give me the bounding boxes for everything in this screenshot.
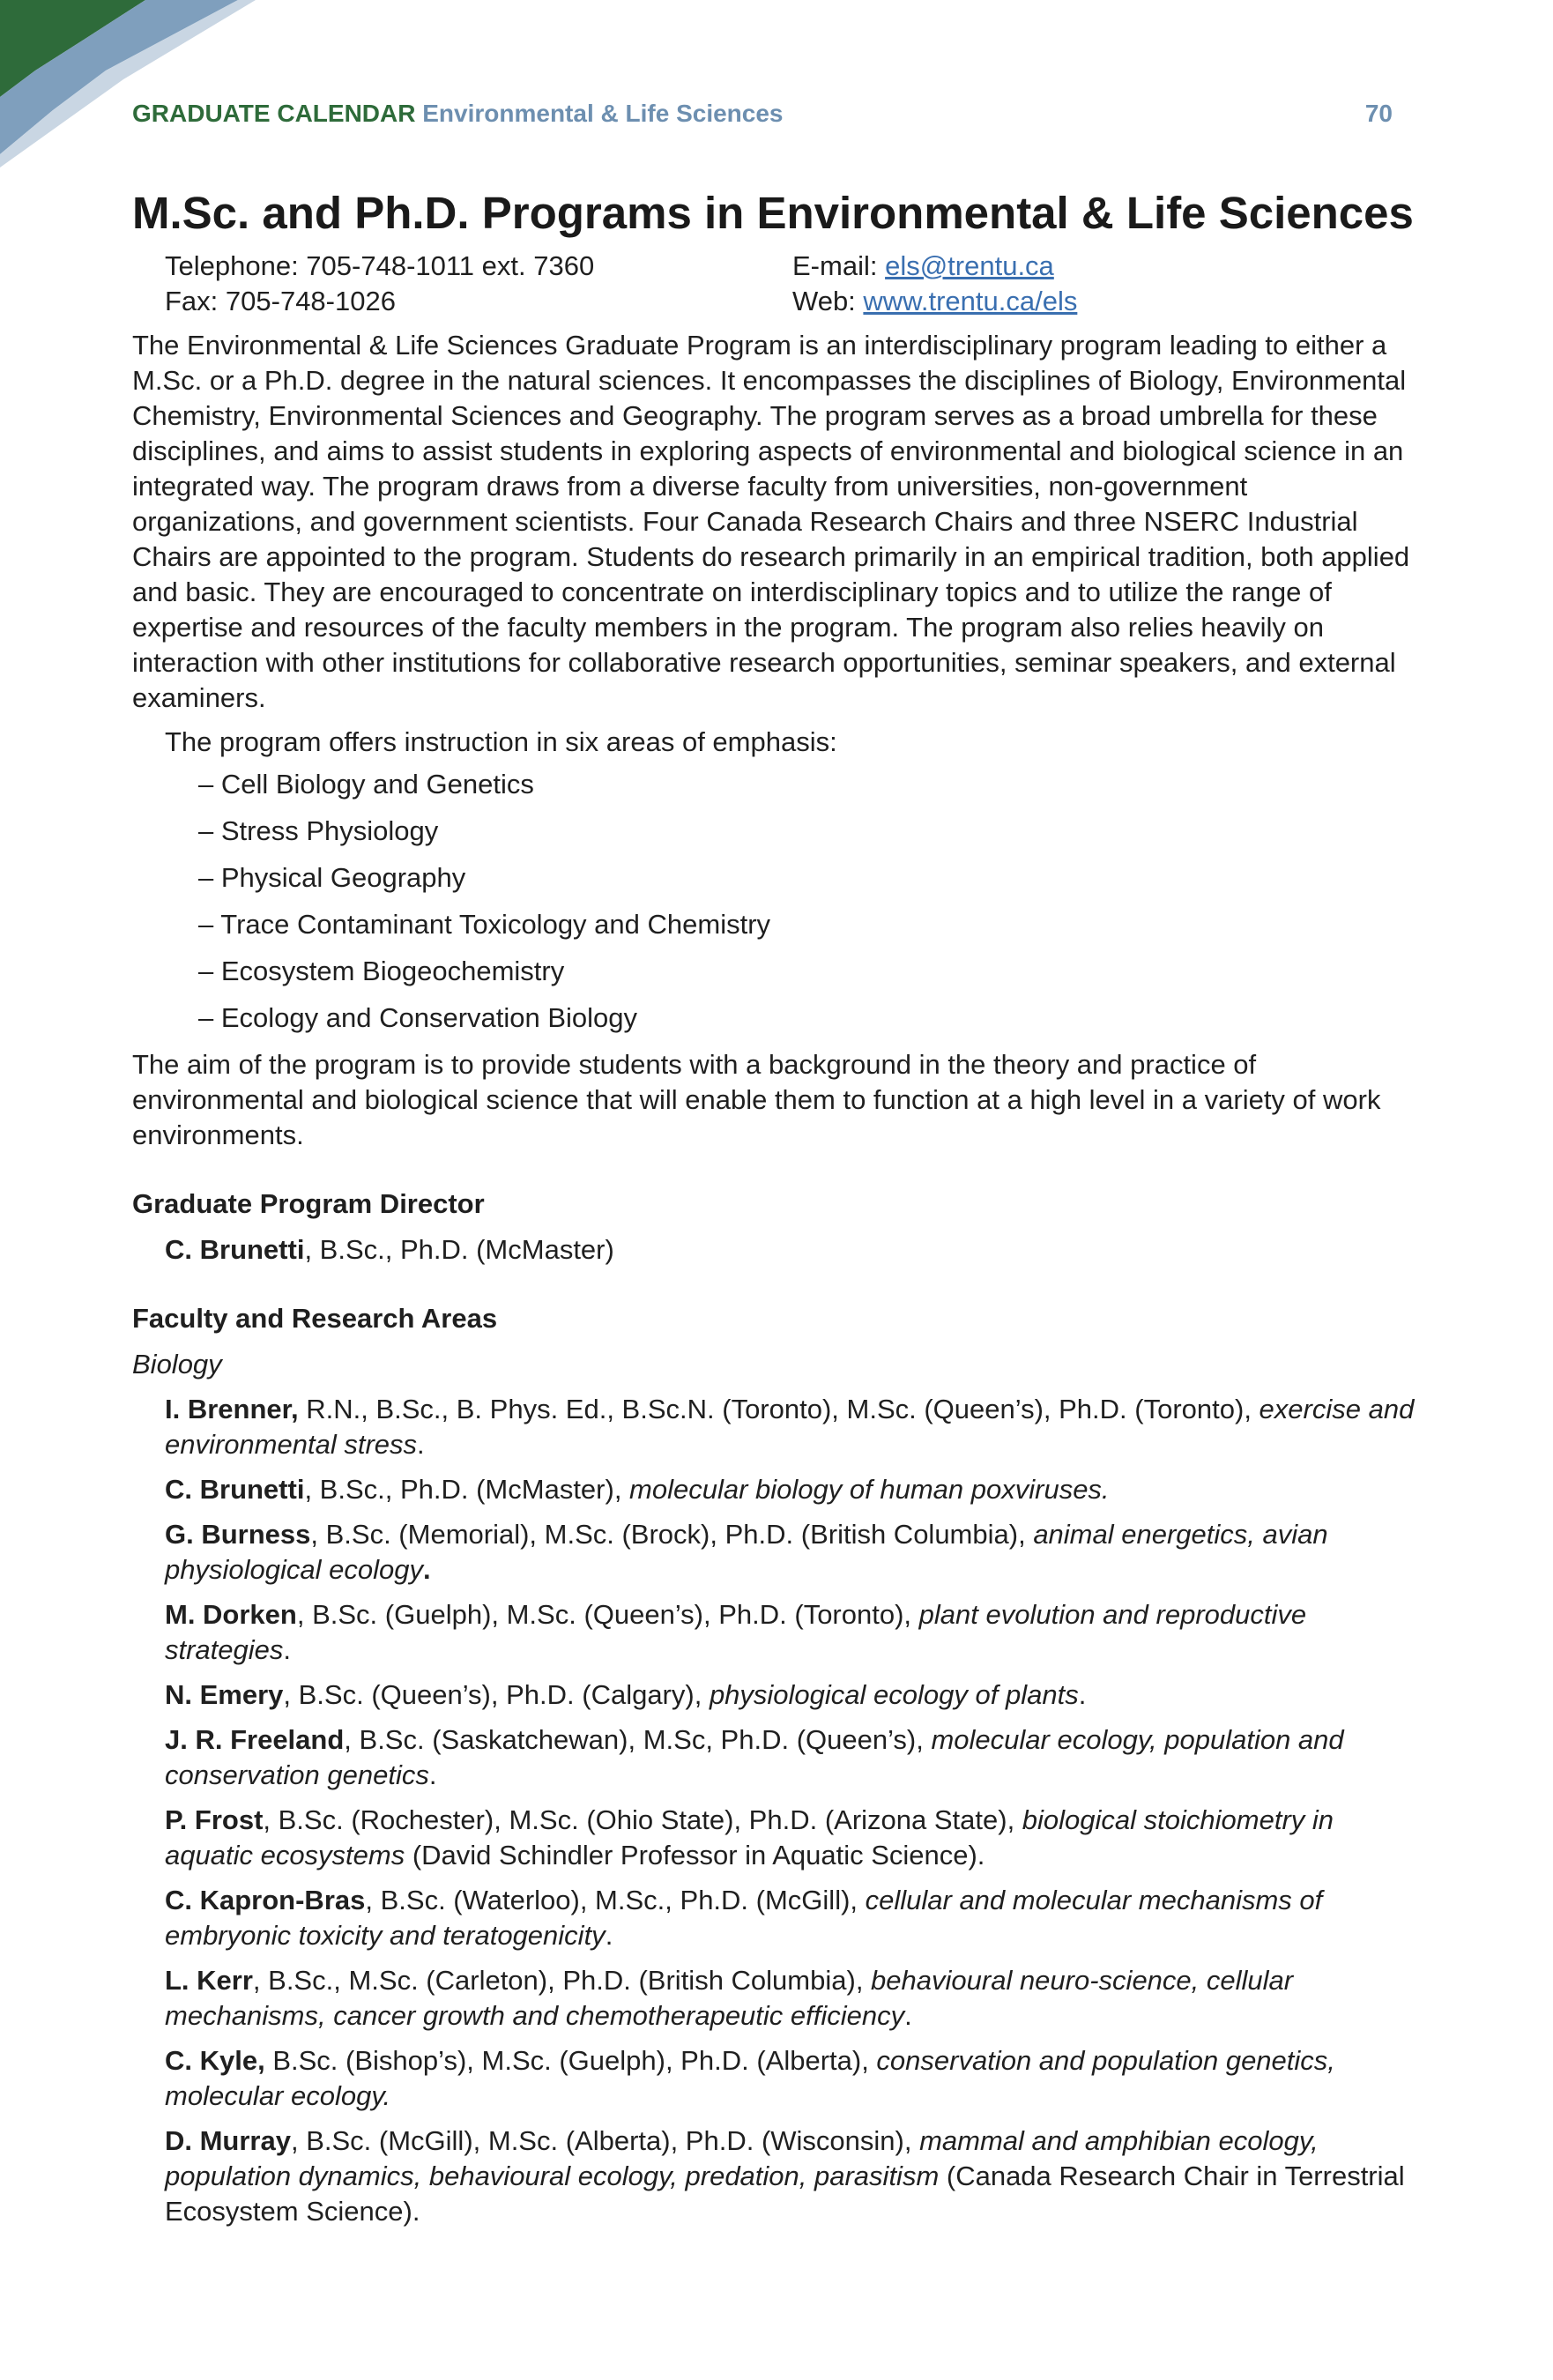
- faculty-entry: I. Brenner, R.N., B.Sc., B. Phys. Ed., B.Sc.N. (Toronto), M.Sc. (Queen’s), Ph.D. (Toronto), exercise and environmental stress.: [165, 1394, 1415, 1460]
- list-item: – Stress Physiology: [198, 815, 439, 846]
- page-title: M.Sc. and Ph.D. Programs in Environmental & Life Sciences: [132, 188, 1414, 238]
- faculty-subheading: Biology: [132, 1349, 222, 1380]
- faculty-entry: L. Kerr, B.Sc., M.Sc. (Carleton), Ph.D. (British Columbia), behavioural neuro-science, cellular mechanisms, cancer growth and chemotherapeutic efficiency.: [165, 1965, 1294, 2031]
- faculty-entry: C. Kapron-Bras, B.Sc. (Waterloo), M.Sc., Ph.D. (McGill), cellular and molecular mechanisms of embryonic toxicity and teratogenicity.: [165, 1885, 1323, 1951]
- director-credentials: , B.Sc., Ph.D. (McMaster): [304, 1234, 614, 1265]
- list-item: – Ecology and Conservation Biology: [198, 1002, 638, 1033]
- email-link[interactable]: els@trentu.ca: [885, 250, 1054, 281]
- fax: Fax: 705-748-1026: [165, 286, 396, 316]
- areas-intro: The program offers instruction in six areas of emphasis:: [165, 726, 837, 757]
- faculty-entry: G. Burness, B.Sc. (Memorial), M.Sc. (Brock), Ph.D. (British Columbia), animal energetics, avian physiological ecology.: [165, 1519, 1328, 1585]
- list-item: – Trace Contaminant Toxicology and Chemistry: [198, 909, 771, 940]
- header-section: Environmental & Life Sciences: [422, 100, 784, 127]
- faculty-heading: Faculty and Research Areas: [132, 1303, 498, 1334]
- director-name: C. Brunetti: [165, 1234, 305, 1265]
- web-link[interactable]: www.trentu.ca/els: [863, 286, 1078, 316]
- intro-paragraph: The Environmental & Life Sciences Graduate Program is an interdisciplinary program leading to either a M.Sc. or a Ph.D. degree in the natural sciences. It encompasses the disciplines of Biology, Environmental Chemistry, Environmental Sciences and Geography. The program serves as a broad umbrella for these disciplines, and aims to assist students in exploring aspects of environmental and biological science in an integrated way. The program draws from a diverse faculty from universities, non-government organizations, and government scientists. Four Canada Research Chairs and three NSERC Industrial Chairs are appointed to the program. Students do research primarily in an empirical tradition, both applied and basic. They are encouraged to concentrate on interdisciplinary topics and to utilize the range of expertise and resources of the faculty members in the program. The program also relies heavily on interaction with other institutions for collaborative research opportunities, seminar speakers, and external examiners.: [132, 330, 1410, 713]
- faculty-entry: M. Dorken, B.Sc. (Guelph), M.Sc. (Queen’s), Ph.D. (Toronto), plant evolution and reproductive strategies.: [165, 1599, 1307, 1665]
- telephone: Telephone: 705-748-1011 ext. 7360: [165, 250, 595, 281]
- email-line: [792, 249, 1409, 284]
- director-heading: Graduate Program Director: [132, 1188, 485, 1219]
- faculty-entry: P. Frost, B.Sc. (Rochester), M.Sc. (Ohio State), Ph.D. (Arizona State), biological stoichiometry in aquatic ecosystems (David Schindler Professor in Aquatic Science).: [165, 1804, 1334, 1871]
- page-content: [132, 187, 1419, 2229]
- list-item: – Ecosystem Biogeochemistry: [198, 956, 565, 986]
- running-header: [132, 100, 1393, 128]
- web-line: [792, 284, 1409, 319]
- aim-paragraph: The aim of the program is to provide students with a background in the theory and practice of environmental and biological science that will enable them to function at a high level in a variety of work environments.: [132, 1049, 1381, 1150]
- header-calendar: GRADUATE CALENDAR: [132, 100, 416, 127]
- faculty-entry: N. Emery, B.Sc. (Queen’s), Ph.D. (Calgary), physiological ecology of plants.: [165, 1679, 1087, 1710]
- faculty-entry: D. Murray, B.Sc. (McGill), M.Sc. (Alberta), Ph.D. (Wisconsin), mammal and amphibian ecology, population dynamics, behavioural ecology, predation, parasitism (Canada Research Chair in Terrestrial Ecosystem Science).: [165, 2125, 1405, 2227]
- faculty-entry: J. R. Freeland, B.Sc. (Saskatchewan), M.Sc, Ph.D. (Queen’s), molecular ecology, population and conservation genetics.: [165, 1724, 1344, 1790]
- email-label: E-mail:: [792, 250, 886, 281]
- list-item: – Cell Biology and Genetics: [198, 769, 534, 800]
- faculty-entry: C. Brunetti, B.Sc., Ph.D. (McMaster), molecular biology of human poxviruses.: [165, 1474, 1110, 1505]
- web-label: Web:: [792, 286, 864, 316]
- corner-decoration: [0, 0, 264, 167]
- director-entry: [165, 1232, 1419, 1268]
- list-item: – Physical Geography: [198, 862, 466, 893]
- faculty-entry: C. Kyle, B.Sc. (Bishop’s), M.Sc. (Guelph), Ph.D. (Alberta), conservation and population genetics, molecular ecology.: [165, 2045, 1335, 2111]
- page-number: 70: [1364, 100, 1393, 127]
- contact-block: [165, 249, 1419, 319]
- areas-list: [198, 767, 1419, 1036]
